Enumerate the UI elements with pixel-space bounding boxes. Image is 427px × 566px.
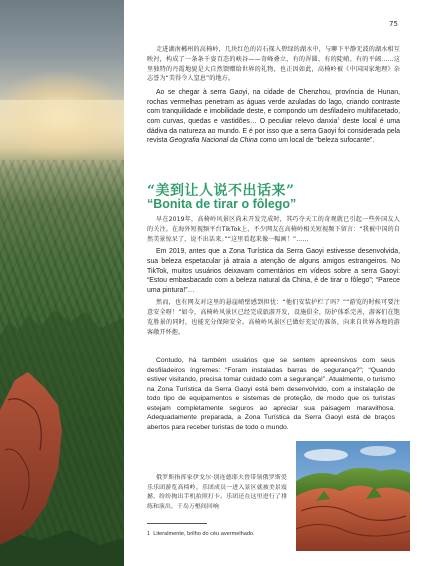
body-section-1: [147, 215, 400, 338]
footnote-ref: 1: [337, 115, 340, 121]
paragraph-3-zh: 俄罗斯指挥家伊戈尔·别连德耶夫曾带领俄罗斯爱乐乐团游览高椅岭。乐团成员一进入景区就被美景震撼，纷纷掏出手机拍照打卡。乐团还在这里进行了排练和演出，千岛万壑间回响: [147, 475, 287, 510]
intro-pt-text-2: deste local é uma dádiva da natureza ao mundo. E é por isso que a serra Gaoyi foi considerada pela revista: [147, 117, 400, 145]
intro-paragraph-zh: 走进湖南郴州的高椅岭，几块红色的岩石探入碧绿的湖水中，与聊下平静无波的湖水相互映衬，构成了一条条千姿百态的峡谷——奇峰叠立、有的浑圆、有的陡峭、有的平阔……这里独特的丹霞地貌是大自然馈赠给世界的礼物，也正因如此，高椅岭被《中国国家地理》杂志誉为“美得令人窒息”的地方。: [147, 46, 400, 83]
paragraph-2-zh: 然而，也有网友对这里的悬崖峭壁感到担忧：“他们安装护栏了吗？”“游览的时候可要注意安全呀！”如今，高椅岭风景区已经完成旅游开发，设施俱全，防护体系完善，游客们在饱览胜景的同时，也能充分保障安全。高椅岭风景区已做好充足的准备，向来自世界各地的游客敞开怀抱。: [147, 299, 400, 336]
footnote-text: Literalmente, brilho do céu avermelhado.: [153, 531, 255, 537]
section-heading-zh: “美到让人说不出话来”: [147, 183, 295, 199]
danxia-peak-graphic: [0, 0, 124, 566]
paragraph-1-pt: Em 2019, antes que a Zona Turística da Serra Gaoyi estivesse desenvolvida, sua beleza espetacular já atraía a atenção de alguns amigos estrangeiros. No TikTok, muitos usuários deixavam comentários em vídeos sobre a serra Gaoyi: “Estou embasbacado com a beleza natural da China, é de tirar o fôlego”; “Parece uma pintura!”…: [147, 248, 400, 294]
section-heading-pt: “Bonita de tirar o fôlego”: [147, 197, 297, 211]
footnote: [147, 531, 255, 537]
intro-pt-text-3: como um local de “beleza sufocante”.: [257, 137, 375, 145]
footnote-number: 1: [147, 531, 151, 537]
intro-pt-text: Ao se chegar à serra Gaoyi, na cidade de Chenzhou, província de Hunan, rochas vermelhas penetram as águas verde azuladas do lago, criando contraste com tranquilidade e imobilidade deste, e compondo um desfiladeiro multifacetado, com curvas, quedas e vastidões… O peculiar relevo danxia: [147, 89, 400, 125]
inset-photo-red-rocks: [296, 441, 410, 551]
landscape-photo: [0, 0, 124, 566]
magazine-name: Geografia Nacional da China: [169, 137, 258, 145]
red-rock-landscape-graphic: [296, 441, 410, 551]
intro-section: [147, 45, 400, 146]
page-number: 75: [389, 20, 398, 28]
body-section-3: [147, 474, 287, 512]
body-section-2: [147, 356, 395, 432]
footnote-divider: [147, 523, 207, 524]
paragraph-2-pt: Contudo, há também usuários que se sentem apreensivos com seus desfiladeiros íngremes: “Foram instaladas barras de segurança?”; “Quando estiver visitando, precisa tomar cuidado com a segurança!”. Atualmente, o turismo na Zona Turística da Serra Gaoyi está bem desenvolvido, com a instalação de todo tipo de equipamentos e sistemas de proteção, de modo que os turistas estejam completamente seguros ao apreciar sua paisagem maravilhosa. Adequadamente preparada, a Zona Turística da Serra Gaoyi está de braços abertos para receber turistas de todo o mundo.: [147, 357, 395, 431]
paragraph-1-zh: 早在2019年，高椅岭风景区尚未开发完成时，其巧夺天工的奇观就已引起一些外国友人的关注。在海外短视频平台TikTok上，不少网友在高椅岭相关短视频下留言：“我被中国的自然美景惊呆了，说不出话来。”“这里看起来像一幅画！”……: [147, 216, 400, 243]
intro-paragraph-pt: [147, 88, 400, 146]
